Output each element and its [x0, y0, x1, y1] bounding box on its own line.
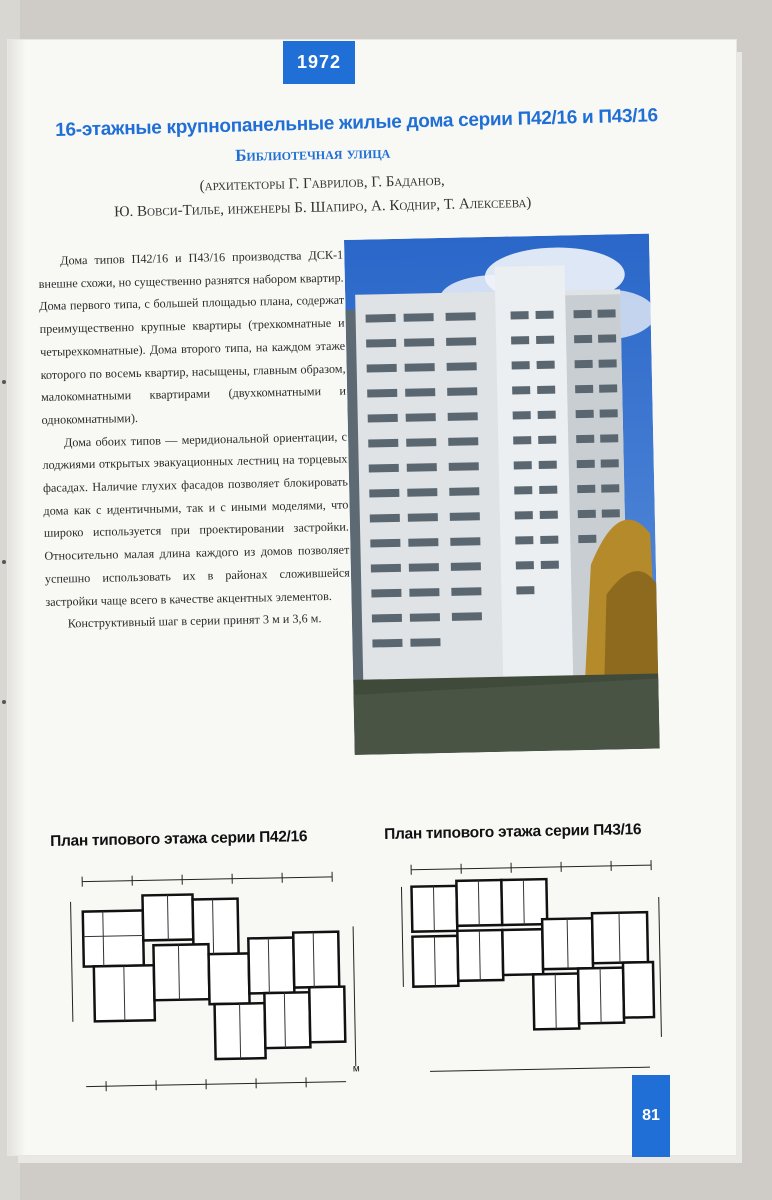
- paragraph: Дома обоих типов — меридиональной ориентации, с лоджиями открытых эвакуационных лестниц на торцевых фасадах. Наличие глухих фасадов позволяет блокировать дома как с идентичными, так и с иными моделями, что широко используется при проектировании застройки. Относительно малая длина каждого из домов позволяет успешно использовать их в районах сложившейся застройки чаще всего в качестве акцентных элементов.: [42, 429, 350, 609]
- plan-scale-mark: м: [352, 1063, 360, 1075]
- left-page-edge-mark: [2, 700, 6, 704]
- floor-plan-p42: [62, 866, 366, 1102]
- year-tab: [283, 41, 355, 84]
- left-page-edge-mark: [2, 380, 6, 384]
- building-photo: [344, 234, 660, 755]
- page-number: 81: [642, 1107, 660, 1124]
- credits-line: (архитекторы Г. Гаврилов, Г. Баданов,: [199, 172, 445, 195]
- building-photo-illustration: [344, 234, 660, 755]
- paragraph: Дома типов П42/16 и П43/16 производства ДСК-1 внешне схожи, но существенно разнятся набором квартир. Дома первого типа, с большей площадью плана, содержат преимущественно крупные квартиры (трехкомнатные и четырехкомнатные). Дома второго типа, на каждом этаже которого по восемь квартир, насыщены, главным образом, малокомнатными квартирами (двухкомнатными и однокомнатными).: [38, 247, 347, 427]
- floor-plan-p43-drawing: [396, 857, 672, 1092]
- left-page-edge-mark: [2, 560, 6, 564]
- spine-shadow: [8, 40, 26, 1155]
- page-number-tab: [632, 1075, 670, 1157]
- plan-caption-p42: План типового этажа серии П42/16: [50, 828, 308, 850]
- paragraph: Конструктивный шаг в серии принят 3 м и 3,6 м.: [67, 611, 322, 631]
- article-subtitle: Библиотечная улица: [235, 142, 391, 165]
- article-body: [38, 244, 351, 636]
- floor-plan-p42-drawing: [62, 866, 366, 1102]
- year-label: 1972: [296, 52, 342, 72]
- floor-plan-p43: [396, 857, 672, 1092]
- credits-line: Ю. Вовси-Тилье, инженеры Б. Шапиро, А. Коднир, Т. Алексеева): [113, 194, 532, 221]
- plan-caption-p43: План типового этажа серии П43/16: [384, 821, 642, 843]
- article-title: 16-этажные крупнопанельные жилые дома серии П42/16 и П43/16: [55, 105, 658, 141]
